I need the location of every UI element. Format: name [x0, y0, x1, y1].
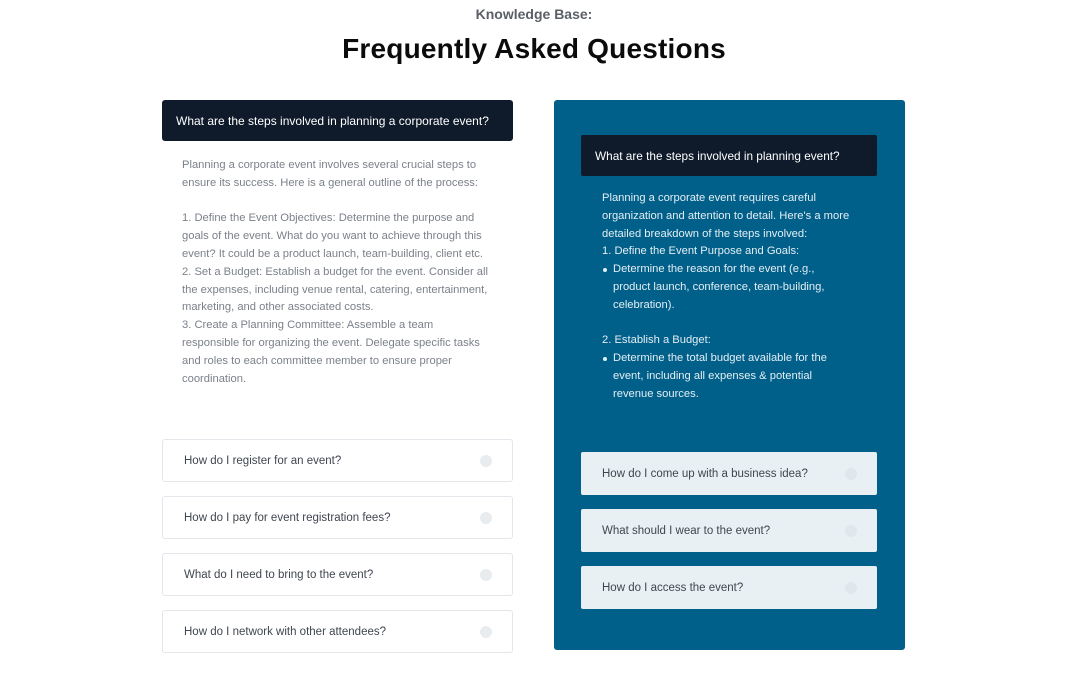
faq-item-label: How do I come up with a business idea? — [602, 467, 808, 480]
faq-item-label: What do I need to bring to the event? — [184, 568, 374, 581]
faq-active-question[interactable] — [162, 100, 513, 141]
faq-item-label: What should I wear to the event? — [602, 524, 771, 537]
faq-item-label: How do I register for an event? — [184, 454, 342, 467]
expand-icon — [845, 525, 857, 537]
faq-item-access[interactable] — [581, 566, 877, 609]
faq-answer — [162, 141, 513, 388]
answer-step-2-list — [602, 350, 852, 403]
expand-icon — [480, 569, 492, 581]
answer-step-1-title: 1. Define the Event Purpose and Goals: — [602, 245, 800, 258]
section-kicker: Knowledge Base: — [475, 6, 593, 22]
answer-step-2: 2. Set a Budget: Establish a budget for the event. Consider all the expenses, including venue rental, catering, entertainment, marketing, and other associated costs. — [182, 265, 488, 314]
answer-bullet: Determine the total budget available for the event, including all expenses & potential revenue sources. — [602, 350, 852, 403]
faq-item-business-idea[interactable] — [581, 452, 877, 495]
faq-left-column — [162, 100, 513, 638]
faq-right-panel — [554, 100, 905, 650]
expand-icon — [845, 468, 857, 480]
faq-item-bring[interactable] — [162, 553, 513, 596]
faq-active-question-label: What are the steps involved in planning event? — [595, 148, 840, 163]
faq-active-question[interactable] — [581, 135, 877, 176]
page-title: Frequently Asked Questions — [342, 33, 726, 64]
answer-step-1: 1. Define the Event Objectives: Determine the purpose and goals of the event. What do you want to achieve through this event? It could be a product launch, team-building, client etc. — [182, 212, 484, 260]
faq-answer — [602, 190, 852, 404]
faq-active-question-label: What are the steps involved in planning a corporate event? — [176, 113, 489, 128]
expand-icon — [480, 626, 492, 638]
faq-item-label: How do I pay for event registration fees? — [184, 511, 391, 524]
expand-icon — [480, 512, 492, 524]
answer-step-2-title: 2. Establish a Budget: — [602, 334, 711, 347]
expand-icon — [845, 582, 857, 594]
answer-step-1-list — [602, 261, 852, 314]
faq-item-label: How do I access the event? — [602, 581, 744, 594]
faq-item-wear[interactable] — [581, 509, 877, 552]
faq-item-register[interactable] — [162, 439, 513, 482]
faq-item-label: How do I network with other attendees? — [184, 625, 387, 638]
answer-intro: Planning a corporate event requires careful organization and attention to detail. Here's a more detailed breakdown of the steps involved: — [602, 192, 850, 240]
answer-step-3: 3. Create a Planning Committee: Assemble a team responsible for organizing the event. Delegate specific tasks and roles to each committee member to ensure proper coordination. — [182, 319, 480, 385]
faq-item-network[interactable] — [162, 610, 513, 653]
faq-item-pay[interactable] — [162, 496, 513, 539]
answer-bullet: Determine the reason for the event (e.g., product launch, conference, team-building, celebration). — [602, 261, 852, 314]
expand-icon — [480, 455, 492, 467]
answer-intro: Planning a corporate event involves several crucial steps to ensure its success. Here is a general outline of the process: — [182, 159, 478, 189]
